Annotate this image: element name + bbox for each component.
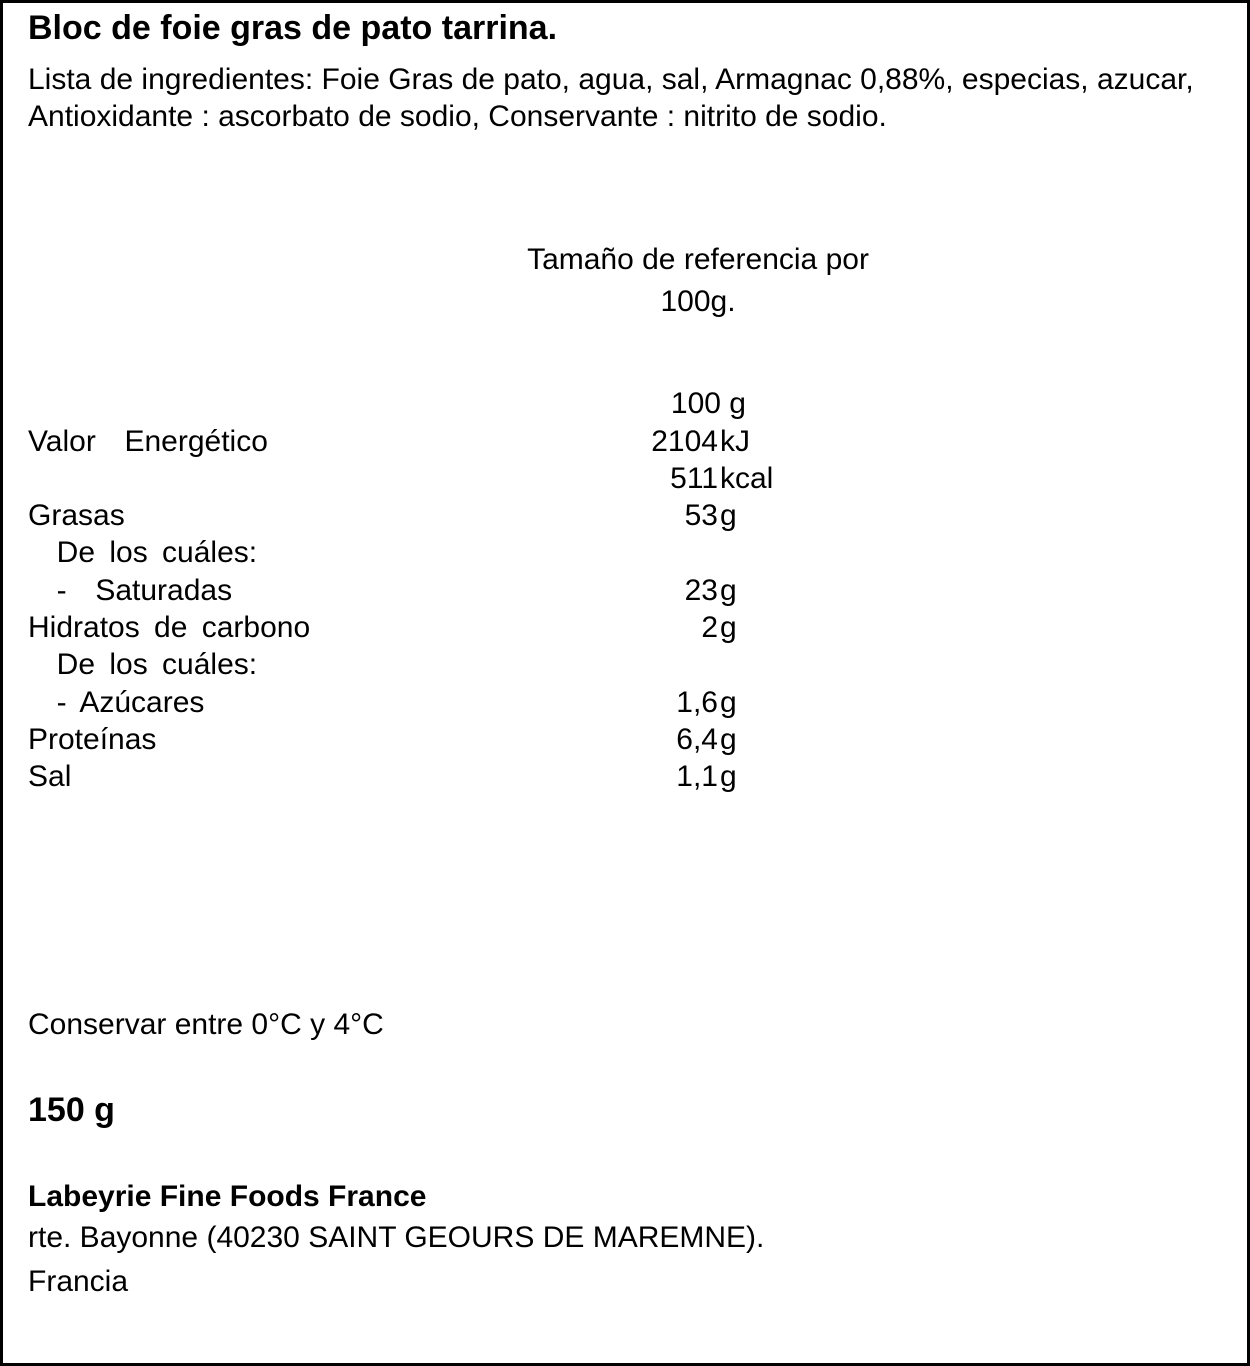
manufacturer-name: Labeyrie Fine Foods France — [28, 1180, 427, 1213]
nutrition-value: 1,6 — [676, 686, 718, 719]
manufacturer-country: Francia — [28, 1265, 129, 1298]
ingredients-list: Lista de ingredientes: Foie Gras de pato, agua, sal, Armagnac 0,88%, especias, azucar, Antioxidante : ascorbato de sodio, Conservante : nitrito de sodio. — [28, 63, 1194, 133]
product-title: Bloc de foie gras de pato tarrina. — [28, 9, 558, 47]
nutrition-label: Grasas — [28, 499, 125, 532]
nutrition-label: Sal — [28, 760, 72, 793]
nutrition-value: 2104 — [651, 425, 718, 458]
nutrition-unit: g — [720, 760, 737, 793]
nutrition-column-header: 100 g — [670, 387, 746, 420]
nutrition-label: De los cuáles: — [28, 536, 258, 569]
nutrition-value: 23 — [684, 574, 718, 607]
nutrition-value: 1,1 — [676, 760, 718, 793]
nutrition-unit: g — [720, 499, 737, 532]
nutrition-value: 53 — [684, 499, 718, 532]
nutrition-unit: g — [720, 686, 737, 719]
nutrition-unit: g — [720, 574, 737, 607]
storage-instructions: Conservar entre 0°C y 4°C — [28, 1008, 384, 1041]
nutrition-label: - Saturadas — [28, 574, 233, 607]
reference-size-line1: Tamaño de referencia por — [527, 243, 869, 276]
nutrition-unit: kcal — [720, 462, 774, 495]
reference-size-line2: 100g. — [660, 285, 736, 318]
nutrition-value: 511 — [670, 462, 718, 495]
nutrition-label: Valor Energético — [28, 425, 268, 458]
nutrition-label: Hidratos de carbono — [28, 611, 311, 644]
nutrition-unit: kJ — [720, 425, 750, 458]
nutrition-label: - Azúcares — [28, 686, 205, 719]
nutrition-value: 6,4 — [676, 723, 718, 756]
nutrition-value: 2 — [701, 611, 718, 644]
manufacturer-address: rte. Bayonne (40230 SAINT GEOURS DE MAREMNE). — [28, 1221, 765, 1254]
nutrition-label: De los cuáles: — [28, 648, 258, 681]
nutrition-unit: g — [720, 611, 737, 644]
nutrition-unit: g — [720, 723, 737, 756]
nutrition-label: Proteínas — [28, 723, 157, 756]
reference-size — [398, 239, 998, 323]
net-weight: 150 g — [28, 1091, 115, 1129]
